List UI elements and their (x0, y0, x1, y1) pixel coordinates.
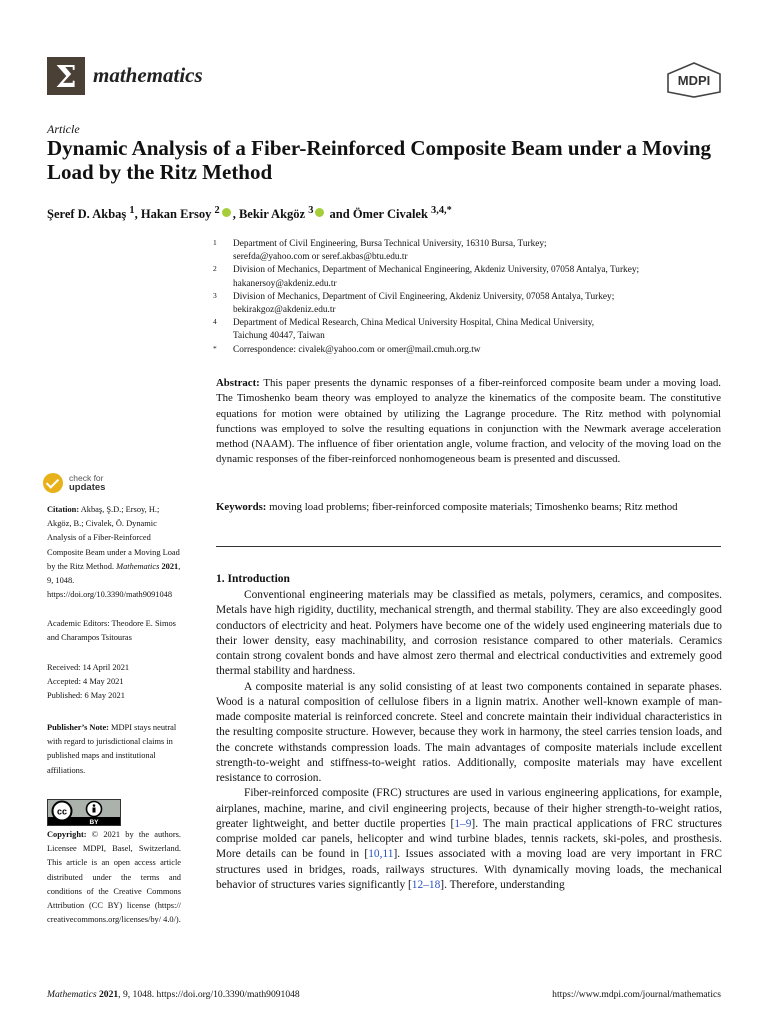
affiliation-email[interactable]: serefda@yahoo.com or seref.akbas@btu.edu.tr (233, 252, 408, 263)
affiliation-item (213, 238, 728, 264)
paper-title: Dynamic Analysis of a Fiber-Reinforced Composite Beam under a Moving Load by the Ritz Method (47, 136, 712, 184)
affiliation-item (213, 317, 728, 343)
paragraph: Conventional engineering materials may be classified as metals, polymers, ceramics, and composites. Metals have high rigidity, ductility, mechanical strength, and thermal stability. They are also exceedingly good conductors of electricity and heat. Polymers have become one of the widely used engineering materials due to their lower density, easy machinability, and corrosion resistance compared to other materials. Ceramics contain strong covalent bonds and have almost zero thermal and electrical conductivities and extremely good thermal stability and hardness. (216, 589, 722, 678)
author-conjunction: and (326, 207, 353, 222)
affiliation-mark: 2 (213, 264, 217, 274)
affiliations (213, 238, 728, 357)
citation-link[interactable]: 12–18 (411, 878, 441, 891)
orcid-icon[interactable] (222, 208, 231, 217)
published-date: Published: 6 May 2021 (47, 691, 125, 701)
affiliation-line: Division of Mechanics, Department of Civil Engineering, Akdeniz University, 07058 Antalya, Turkey; (233, 291, 615, 302)
creative-commons-icon (48, 800, 120, 825)
footer-year: 2021 (98, 989, 119, 1000)
sigma-icon (47, 57, 85, 95)
citation-journal: Mathematics (116, 561, 160, 571)
author-affiliation-mark: 3 (308, 205, 314, 216)
citation-label: Citation: (47, 505, 80, 514)
author-list (47, 205, 452, 222)
author-name[interactable]: Bekir Akgöz (238, 207, 306, 222)
author-affiliation-mark: 3,4,* (431, 205, 452, 216)
copyright-label: Copyright: (47, 830, 87, 839)
footer-doi[interactable]: , 9, 1048. https://doi.org/10.3390/math9091048 (118, 989, 300, 1000)
paragraph: A composite material is any solid consisting of at least two components contained in separate phases. Wood is a natural composition of cellulose fibers in a lignin matrix. Another well-known example of man-made composite material is reinforced concrete. Steel and concrete maintain their individual characteristics in the resulting composite structure. However, because they work in harmony, the steel carries tension loads, and the concrete withstands compression loads. The main advantages of composite materials include excellent strength-to-weight and stiffness-to-weight ratios. Additionally, composite materials may have excellent resistance to corrosion. (216, 680, 722, 784)
citation-block (47, 503, 181, 602)
affiliation-item (213, 291, 728, 317)
citation-link[interactable]: 1–9 (454, 817, 472, 830)
mdpi-hexagon-icon (666, 62, 722, 98)
copyright-notice (47, 828, 181, 927)
author-separator: , (232, 207, 239, 222)
affiliation-item (213, 264, 728, 290)
affiliation-line: Department of Civil Engineering, Bursa Technical University, 16310 Bursa, Turkey; (233, 239, 547, 249)
academic-editors: Academic Editors: Theodore E. Simos and Charampos Tsitouras (47, 619, 176, 643)
copyright-text: © 2021 by the authors. Licensee MDPI, Basel, Switzerland. This article is an open access article distributed under the terms and conditions of the Creative Commons Attribution (CC BY) license (https:// creativecommons.org/licenses/by/ 4.0/). (47, 830, 182, 925)
body-text (216, 588, 722, 893)
author-separator: , (134, 207, 141, 222)
check-for-updates-badge[interactable] (43, 473, 143, 495)
received-date: Received: 14 April 2021 (47, 663, 130, 672)
abstract-label: Abstract: (216, 377, 260, 389)
affiliation-email[interactable]: hakanersoy@akdeniz.edu.tr (233, 278, 337, 289)
author-affiliation-mark: 1 (129, 205, 135, 216)
journal-logo (47, 57, 85, 95)
section-heading: 1. Introduction (216, 573, 290, 585)
mdpi-logo (666, 62, 722, 103)
keywords-text: moving load problems; fiber-reinforced composite materials; Timoshenko beams; Ritz method (269, 501, 678, 513)
publication-dates (47, 661, 181, 704)
author-name[interactable]: Hakan Ersoy (140, 207, 212, 222)
author-name[interactable]: Şeref D. Akbaş (47, 207, 127, 222)
keywords-label: Keywords: (216, 501, 267, 513)
affiliation-line: Taichung 40447, Taiwan (233, 331, 325, 342)
check-updates-line2: updates (69, 482, 106, 493)
author-name[interactable]: Ömer Civalek (352, 207, 428, 222)
svg-text:BY: BY (89, 819, 99, 825)
affiliation-line: Department of Medical Research, China Medical University Hospital, China Medical University, (233, 318, 595, 329)
footer-journal-url[interactable]: https://www.mdpi.com/journal/mathematics (552, 989, 721, 1000)
article-type: Article (47, 122, 80, 136)
orcid-icon[interactable] (315, 208, 324, 217)
journal-name: mathematics (93, 63, 203, 87)
section-divider (216, 546, 721, 547)
citation-year: 2021 (161, 561, 179, 571)
citation-text: Akbaş, Ş.D.; Ersoy, H.; Akgöz, B.; Civalek, Ö. Dynamic Analysis of a Fiber-Reinforced Composite Beam under a Moving Load by the Ritz Method. (47, 505, 180, 571)
abstract-text: This paper presents the dynamic responses of a fiber-reinforced composite beam under a moving load. The Timoshenko beam theory was employed to analyze the kinematics of the composite beam. The constitutive equations for motion were obtained by utilizing the Lagrange procedure. The Ritz method with polynomial functions was employed to solve the resulting equations in conjunction with the Newmark average acceleration method (NAAM). The influence of fiber orientation angle, volume fraction, and velocity of the moving load on the dynamic responses of the fiber-reinforced nonhomogeneous beam is presented and discussed. (216, 377, 721, 466)
accepted-date: Accepted: 4 May 2021 (47, 677, 124, 687)
publisher-note-text: MDPI stays neutral with regard to jurisdictional claims in published maps and institutional affiliations. (47, 723, 177, 775)
check-updates-line1: check for (69, 473, 104, 483)
abstract (216, 376, 721, 468)
affiliation-mark: 3 (213, 290, 217, 300)
svg-text:Σ: Σ (55, 60, 77, 95)
affiliation-mark: 1 (213, 238, 217, 247)
affiliation-email[interactable]: bekirakgoz@akdeniz.edu.tr (233, 305, 336, 316)
svg-text:MDPI: MDPI (677, 73, 711, 88)
author-affiliation-mark: 2 (214, 205, 220, 216)
affiliation-item (213, 344, 728, 357)
cc-by-license-badge[interactable] (47, 799, 121, 826)
affiliation-mark: 4 (213, 317, 217, 327)
checkmark-icon (43, 473, 63, 493)
affiliation-mark: * (213, 343, 217, 353)
citation-doi[interactable]: , 9, 1048. https://doi.org/10.3390/math9091048 (47, 561, 181, 600)
footer-citation (47, 989, 300, 1000)
svg-text:cc: cc (56, 806, 68, 817)
paragraph: Fiber-reinforced composite (FRC) structures are used in various engineering applications, for example, airplanes, machine, marine, and civil engineering projects, because of their higher strength-to-weight ratios, greater lightweight, and better ductile properties [1–9]. The main practical applications of FRC structures comprise molded car panels, helicopter and wind turbine blades, tennis rackets, ski-poles, and prosthesis. More details can be found in [10,11]. Issues associated with a moving load are very important in FRC structures used in bridges, roads, railways structures. With dynamically moving loads, the mechanical behavior of structures varies significantly [12–18]. Therefore, understanding (216, 787, 722, 891)
publisher-note (47, 721, 181, 778)
affiliation-line: Division of Mechanics, Department of Mechanical Engineering, Akdeniz University, 07058 Antalya, Turkey; (233, 265, 640, 276)
keywords (216, 500, 721, 515)
publisher-note-label: Publisher’s Note: (47, 723, 109, 732)
footer-journal: Mathematics (47, 989, 97, 1000)
citation-link[interactable]: 10,11 (368, 848, 394, 861)
correspondence-line[interactable]: Correspondence: civalek@yahoo.com or omer@mail.cmuh.org.tw (233, 344, 481, 355)
